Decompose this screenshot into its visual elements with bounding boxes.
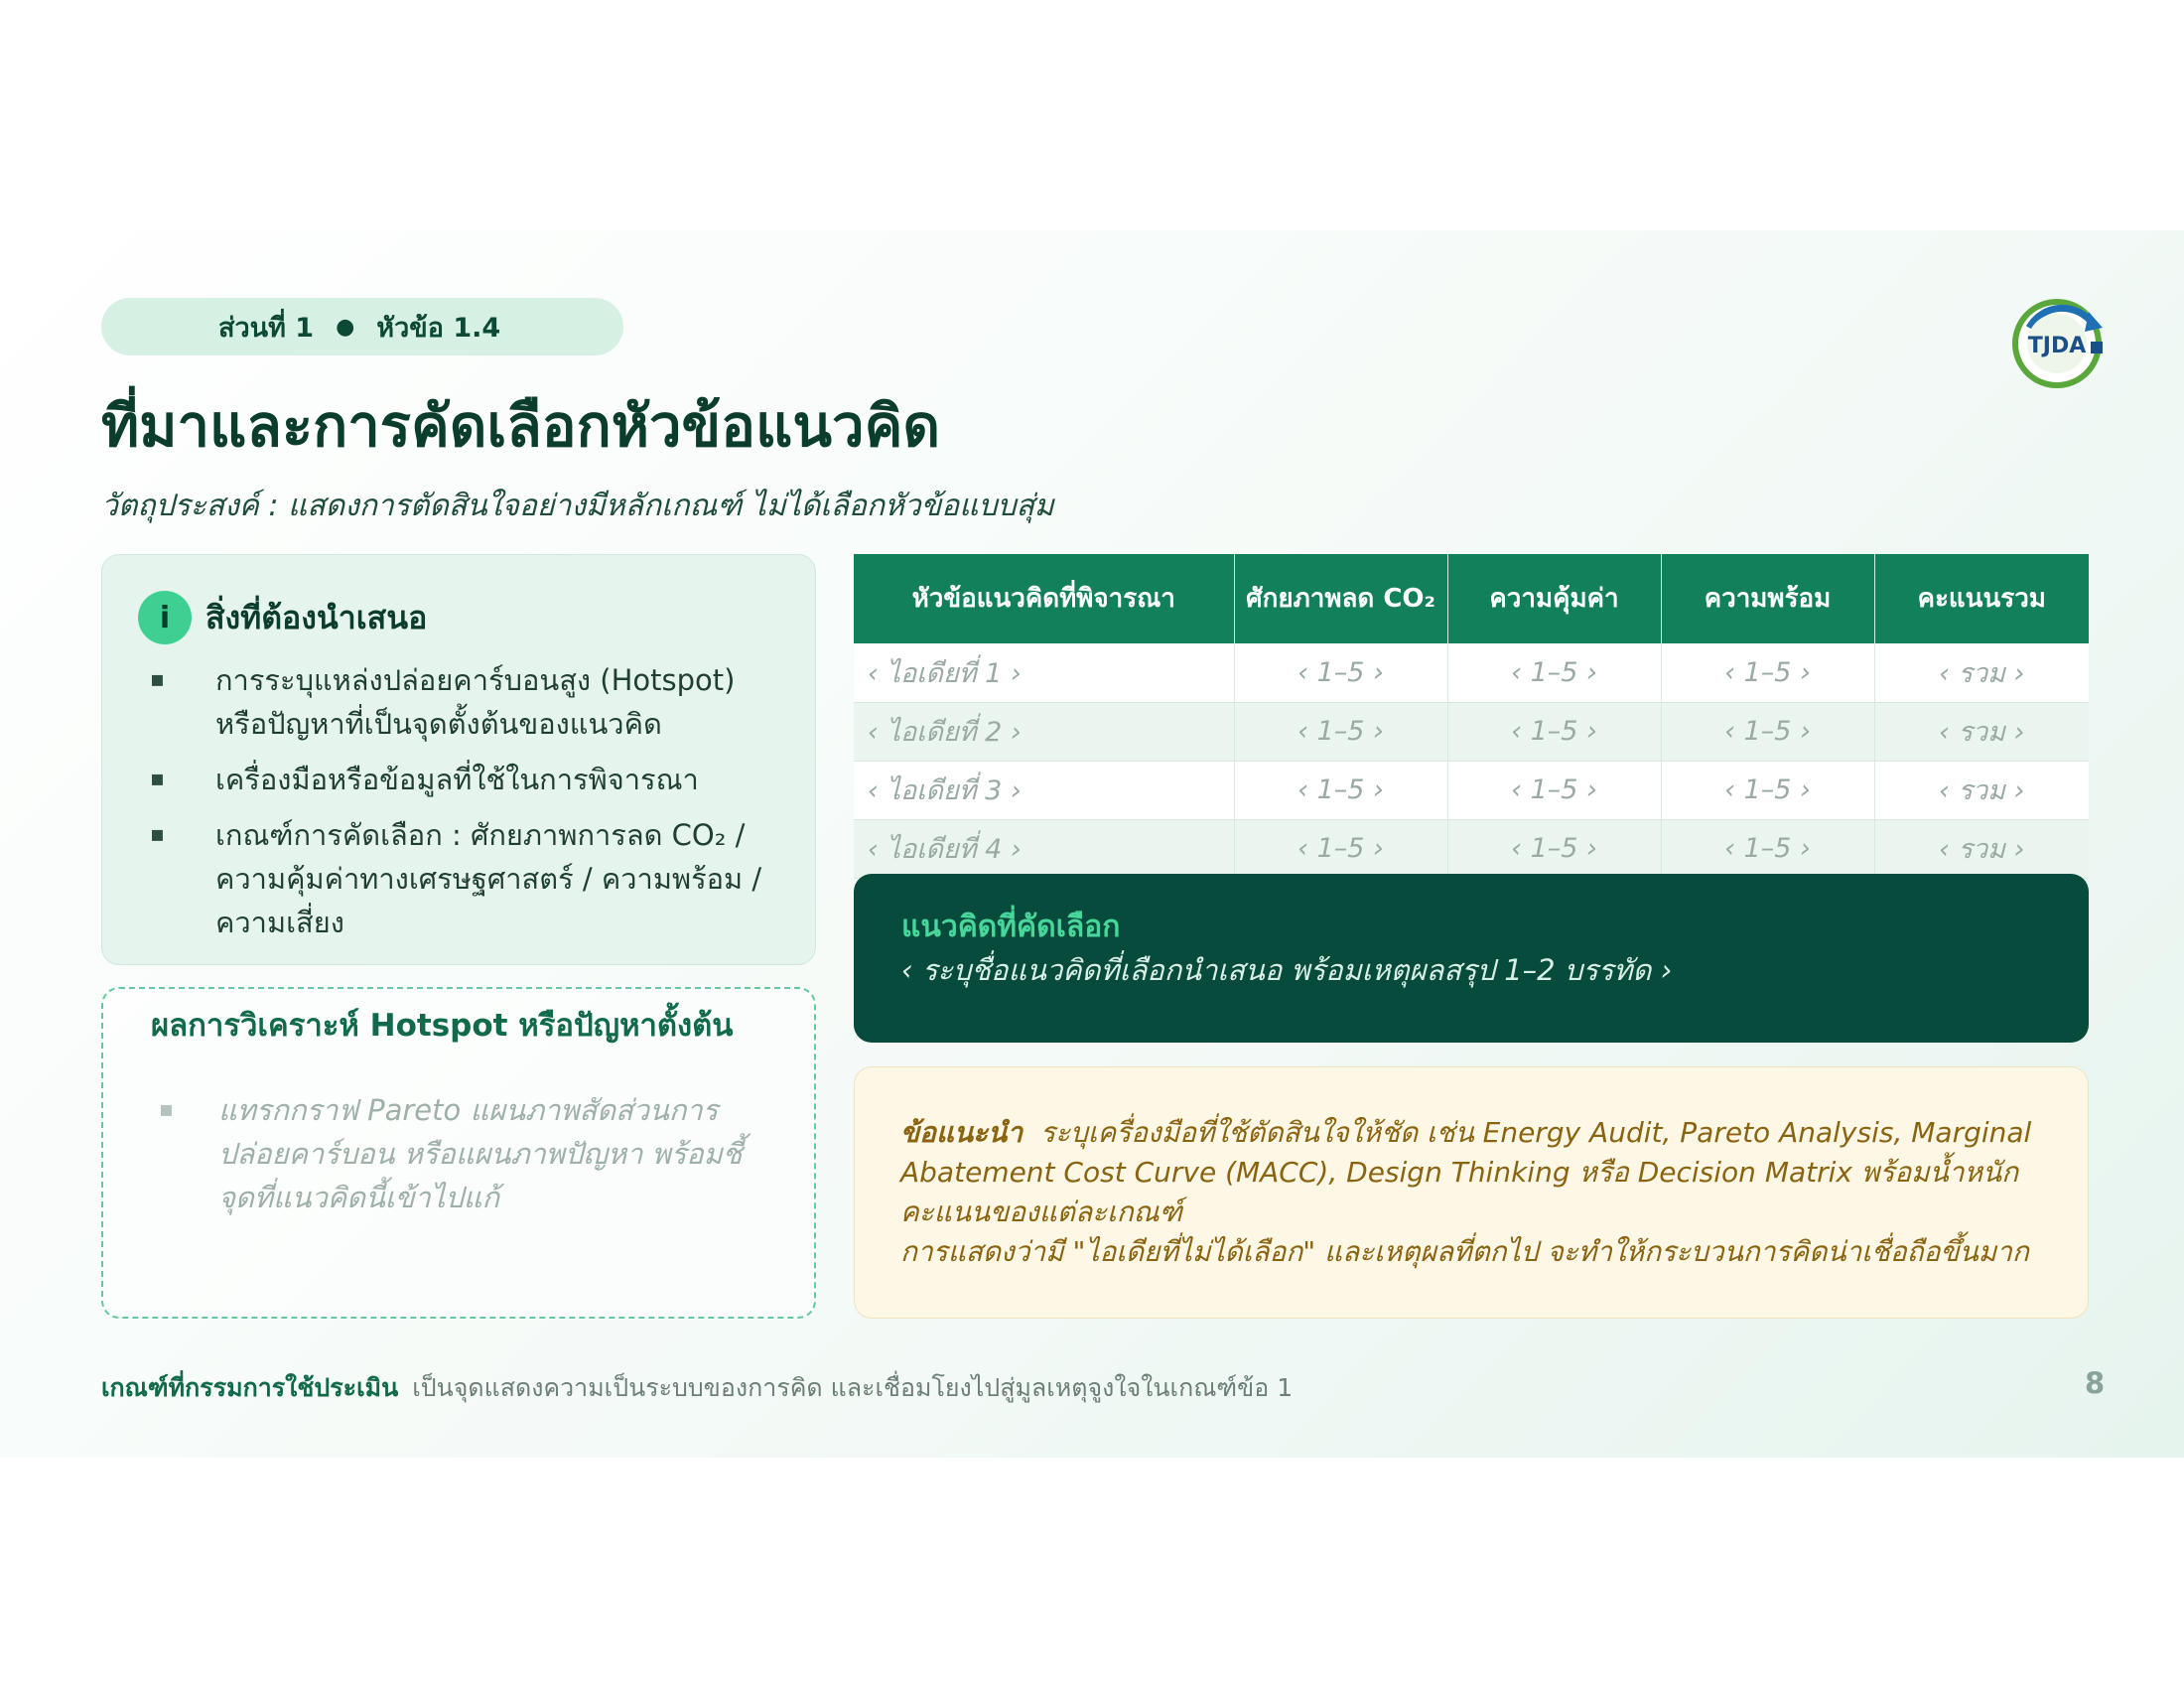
info-list-text: การระบุแหล่งปล่อยคาร์บอนสูง (Hotspot) หรือปัญหาที่เป็นจุดตั้งต้นของแนวคิด <box>215 663 736 741</box>
section-pill <box>101 298 623 355</box>
tip-card <box>854 1066 2089 1319</box>
footer-text: เป็นจุดแสดงความเป็นระบบของการคิด และเชื่อมโยงไปสู่มูลเหตุจูงใจในเกณฑ์ข้อ 1 <box>412 1373 1294 1402</box>
table-cell[interactable]: ‹ 1–5 › <box>1234 761 1447 819</box>
table-cell[interactable]: ‹ 1–5 › <box>1234 819 1447 878</box>
topic-label: หัวข้อ 1.4 <box>376 312 501 344</box>
page-title: ที่มาและการคัดเลือกหัวข้อแนวคิด <box>101 392 941 460</box>
tip-line-2: การแสดงว่ามี "ไอเดียที่ไม่ได้เลือก" และเหตุผลที่ตกไป จะทำให้กระบวนการคิดน่าเชื่อถือขึ้นมาก <box>900 1235 2029 1268</box>
table-cell[interactable]: ‹ รวม › <box>1874 761 2089 819</box>
bullet-icon: ▪ <box>150 667 165 692</box>
table-cell[interactable]: ‹ ไอเดียที่ 4 › <box>854 819 1234 878</box>
info-list-text: เครื่องมือหรือข้อมูลที่ใช้ในการพิจารณา <box>215 763 699 796</box>
table-header-row <box>854 554 2089 643</box>
table-cell[interactable]: ‹ 1–5 › <box>1661 643 1874 702</box>
table-cell[interactable]: ‹ 1–5 › <box>1447 702 1661 761</box>
table-cell[interactable]: ‹ 1–5 › <box>1661 761 1874 819</box>
bullet-icon: ▪ <box>150 767 165 791</box>
selected-idea-placeholder[interactable]: ‹ ระบุชื่อแนวคิดที่เลือกนำเสนอ พร้อมเหตุผลสรุป 1–2 บรรทัด › <box>901 953 1673 987</box>
tjda-logo-icon <box>2011 294 2109 391</box>
table-cell[interactable]: ‹ รวม › <box>1874 819 2089 878</box>
table-cell[interactable]: ‹ 1–5 › <box>1661 819 1874 878</box>
table-cell[interactable]: ‹ ไอเดียที่ 3 › <box>854 761 1234 819</box>
info-badge-icon: i <box>138 591 192 644</box>
column-header: ความพร้อม <box>1661 554 1874 643</box>
section-label: ส่วนที่ 1 <box>218 312 315 344</box>
hotspot-placeholder-card[interactable] <box>101 987 816 1319</box>
column-header: ศักยภาพลด CO₂ <box>1234 554 1447 643</box>
footer <box>101 1368 1293 1408</box>
tip-text <box>900 1113 2052 1272</box>
hotspot-placeholder-text: แทรกกราฟ Pareto แผนภาพสัดส่วนการปล่อยคาร์บอน หรือแผนภาพปัญหา พร้อมชี้จุดที่แนวคิดนี้เข้าไปแก้ <box>218 1093 743 1214</box>
info-card <box>101 554 816 965</box>
info-card-title: สิ่งที่ต้องนำเสนอ <box>205 598 428 636</box>
table-row <box>854 761 2089 819</box>
table-cell[interactable]: ‹ ไอเดียที่ 1 › <box>854 643 1234 702</box>
page-subtitle: วัตถุประสงค์ : แสดงการตัดสินใจอย่างมีหลักเกณฑ์ ไม่ได้เลือกหัวข้อแบบสุ่ม <box>101 489 1054 523</box>
hotspot-title: ผลการวิเคราะห์ Hotspot หรือปัญหาตั้งต้น <box>151 1008 734 1044</box>
table-row <box>854 819 2089 878</box>
slide <box>0 230 2184 1458</box>
hotspot-placeholder <box>159 1088 754 1219</box>
page-number: 8 <box>2085 1366 2106 1400</box>
info-list-text: เกณฑ์การคัดเลือก : ศักยภาพการลด CO₂ / ความคุ้มค่าทางเศรษฐศาสตร์ / ความพร้อม / ความเสี่ยง <box>215 818 762 939</box>
bullet-icon: ▪ <box>159 1097 174 1122</box>
table-row <box>854 643 2089 702</box>
table-cell[interactable]: ‹ 1–5 › <box>1447 643 1661 702</box>
column-header: คะแนนรวม <box>1874 554 2089 643</box>
info-list <box>150 658 795 956</box>
table-cell[interactable]: ‹ รวม › <box>1874 643 2089 702</box>
bullet-icon: ▪ <box>150 822 165 847</box>
separator-dot: ● <box>336 314 355 340</box>
table-cell[interactable]: ‹ ไอเดียที่ 2 › <box>854 702 1234 761</box>
tip-label: ข้อแนะนำ <box>900 1116 1024 1149</box>
footer-label: เกณฑ์ที่กรรมการใช้ประเมิน <box>101 1373 399 1402</box>
selected-idea-card <box>854 874 2089 1043</box>
info-list-item <box>150 658 795 746</box>
column-header: หัวข้อแนวคิดที่พิจารณา <box>854 554 1234 643</box>
table-cell[interactable]: ‹ 1–5 › <box>1234 643 1447 702</box>
table-cell[interactable]: ‹ 1–5 › <box>1234 702 1447 761</box>
table-cell[interactable]: ‹ 1–5 › <box>1447 819 1661 878</box>
table-cell[interactable]: ‹ 1–5 › <box>1661 702 1874 761</box>
info-card-header <box>138 591 427 644</box>
logo-text: TJDA <box>2027 334 2087 358</box>
decision-matrix-table <box>854 554 2089 879</box>
info-list-item <box>150 813 795 944</box>
table-cell[interactable]: ‹ 1–5 › <box>1447 761 1661 819</box>
column-header: ความคุ้มค่า <box>1447 554 1661 643</box>
table-cell[interactable]: ‹ รวม › <box>1874 702 2089 761</box>
info-list-item <box>150 758 795 801</box>
selected-idea-title: แนวคิดที่คัดเลือก <box>901 910 1121 944</box>
tip-line-1: ระบุเครื่องมือที่ใช้ตัดสินใจให้ชัด เช่น Energy Audit, Pareto Analysis, Marginal Abatement Cost Curve (MACC), Design Thinking หรือ Decision Matrix พร้อมน้ำหนักคะแนนของแต่ละเกณฑ์ <box>900 1116 2032 1228</box>
table-row <box>854 702 2089 761</box>
